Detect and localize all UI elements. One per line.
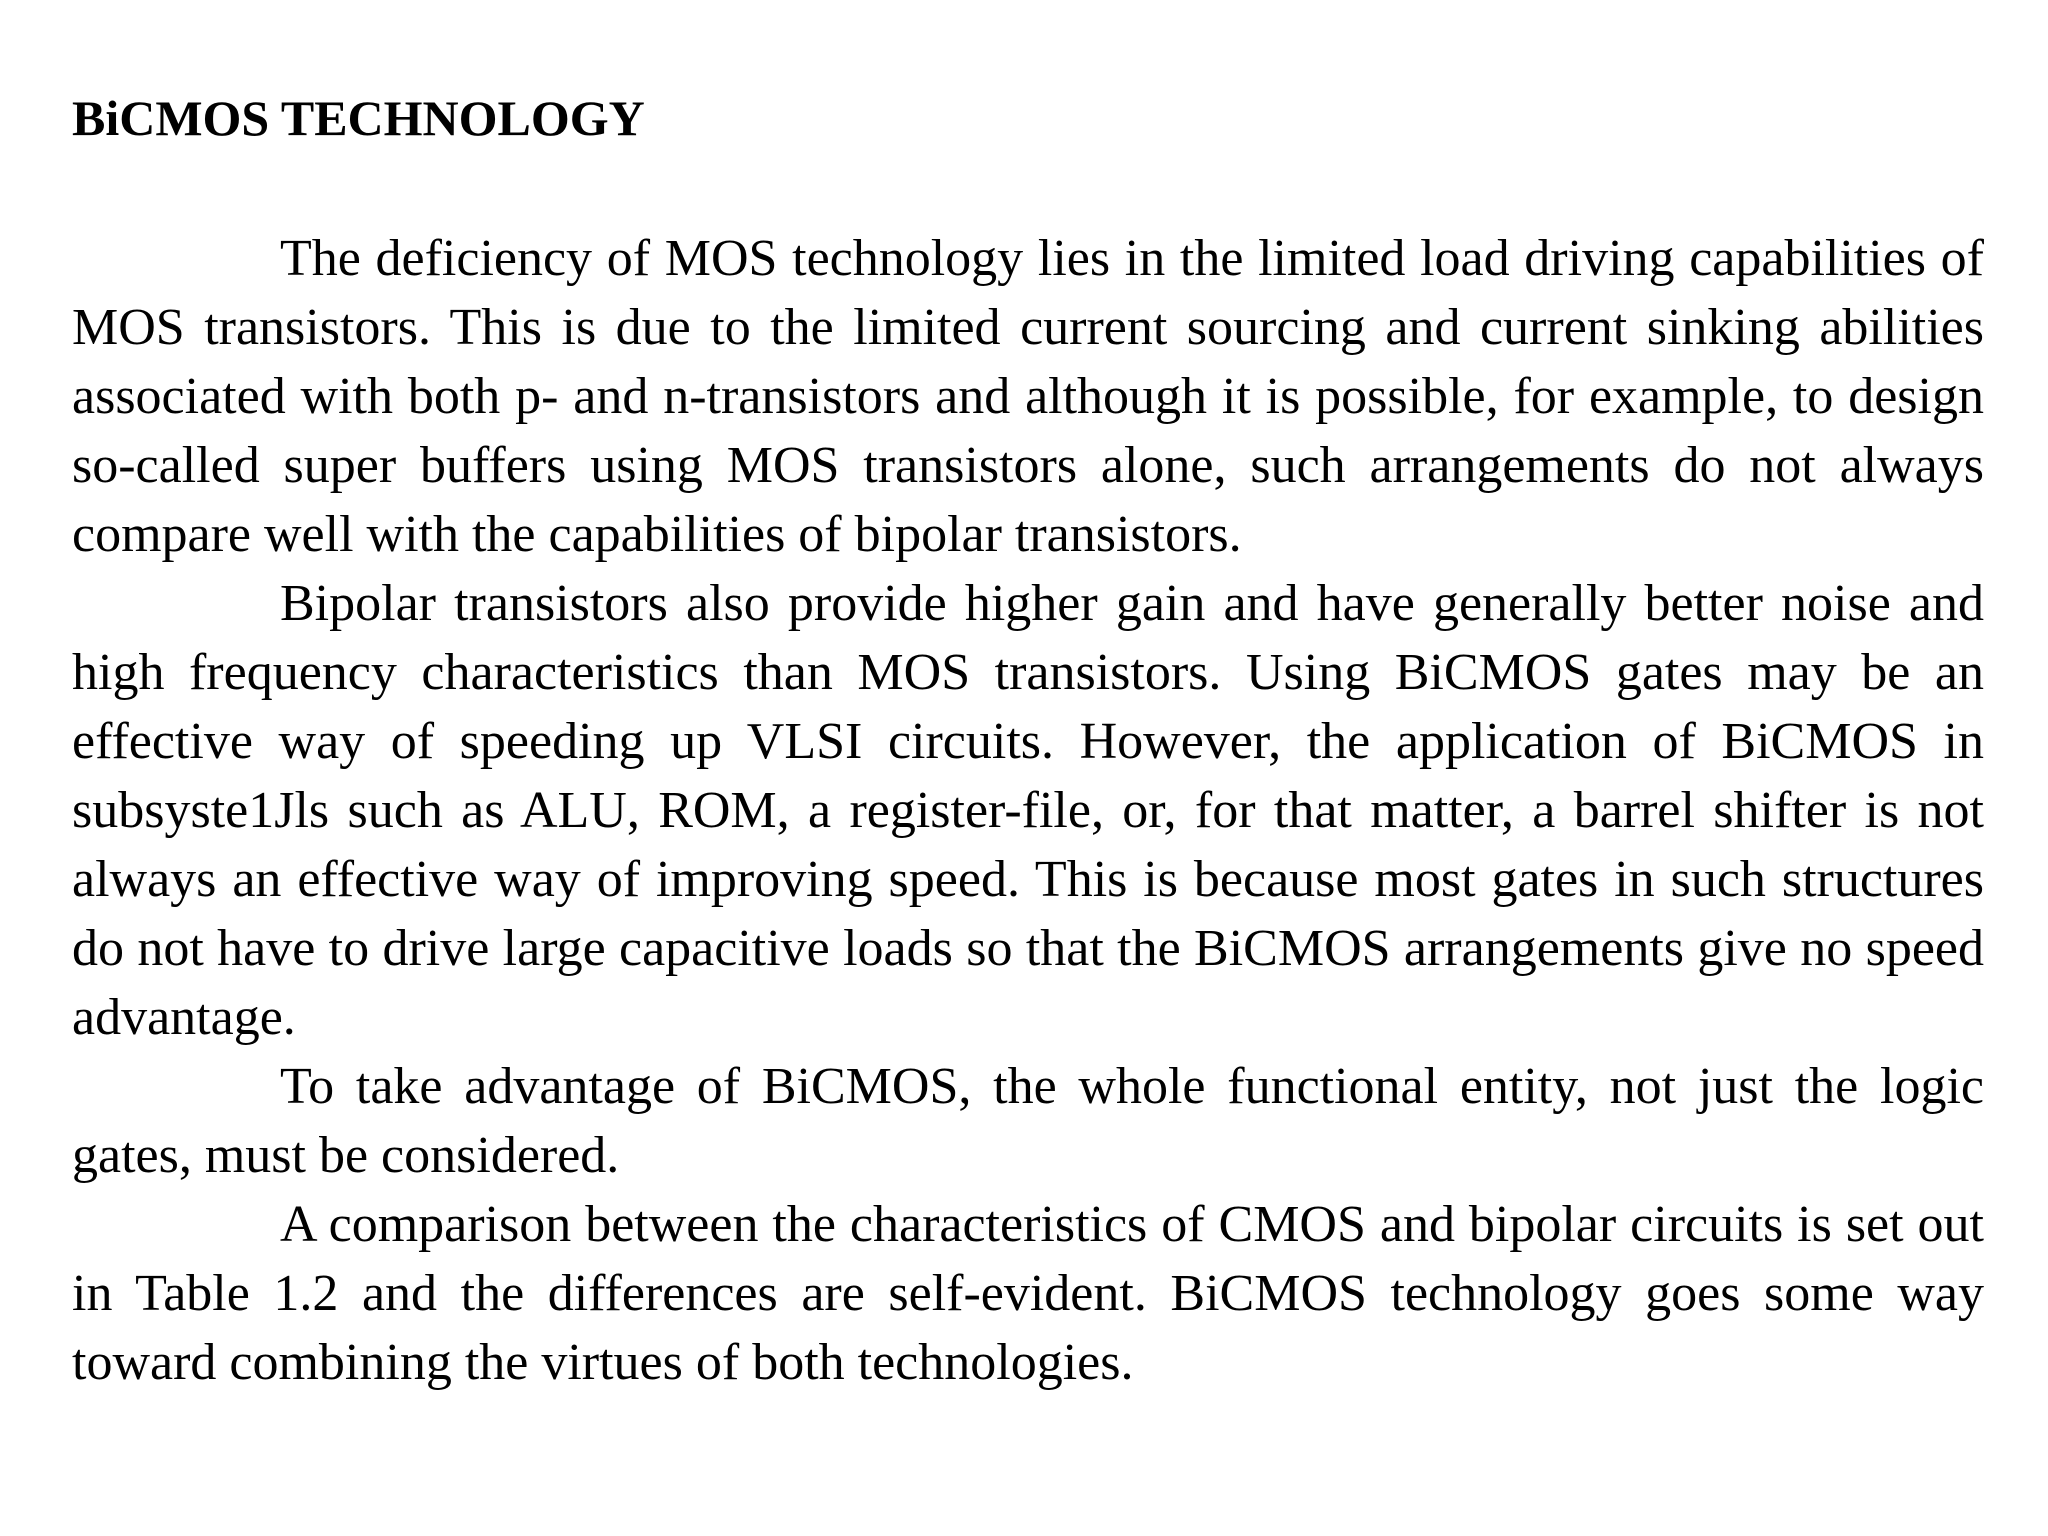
paragraph-functional-entity: To take advantage of BiCMOS, the whole functional entity, not just the logic gates, must be considered. (72, 1058, 1984, 1184)
paragraph-mos-deficiency: The deficiency of MOS technology lies in the limited load driving capabilities of MOS transistors. This is due to the limited current sourcing and current sinking abilities associated with both p- and n-transistors and although it is possible, for example, to design so-called super buffers using MOS transistors alone, such arrangements do not always compare well with the capabilities of bipolar transistors. (72, 230, 1984, 563)
paragraph-bipolar-advantages: Bipolar transistors also provide higher gain and have generally better noise and high frequency characteristics than MOS transistors. Using BiCMOS gates may be an effective way of speeding up VLSI circuits. However, the application of BiCMOS in subsyste1Jls such as ALU, ROM, a register-file, or, for that matter, a barrel shifter is not always an effective way of improving speed. This is because most gates in such structures do not have to drive large capacitive loads so that the BiCMOS arrangements give no speed advantage. (72, 575, 1984, 1046)
paragraph-comparison: A comparison between the characteristics of CMOS and bipolar circuits is set out in Table 1.2 and the differences are self-evident. BiCMOS technology goes some way toward combining the virtues of both technologies. (72, 1196, 1984, 1391)
document-page (72, 86, 1984, 1397)
section-heading: BiCMOS TECHNOLOGY (72, 90, 645, 146)
